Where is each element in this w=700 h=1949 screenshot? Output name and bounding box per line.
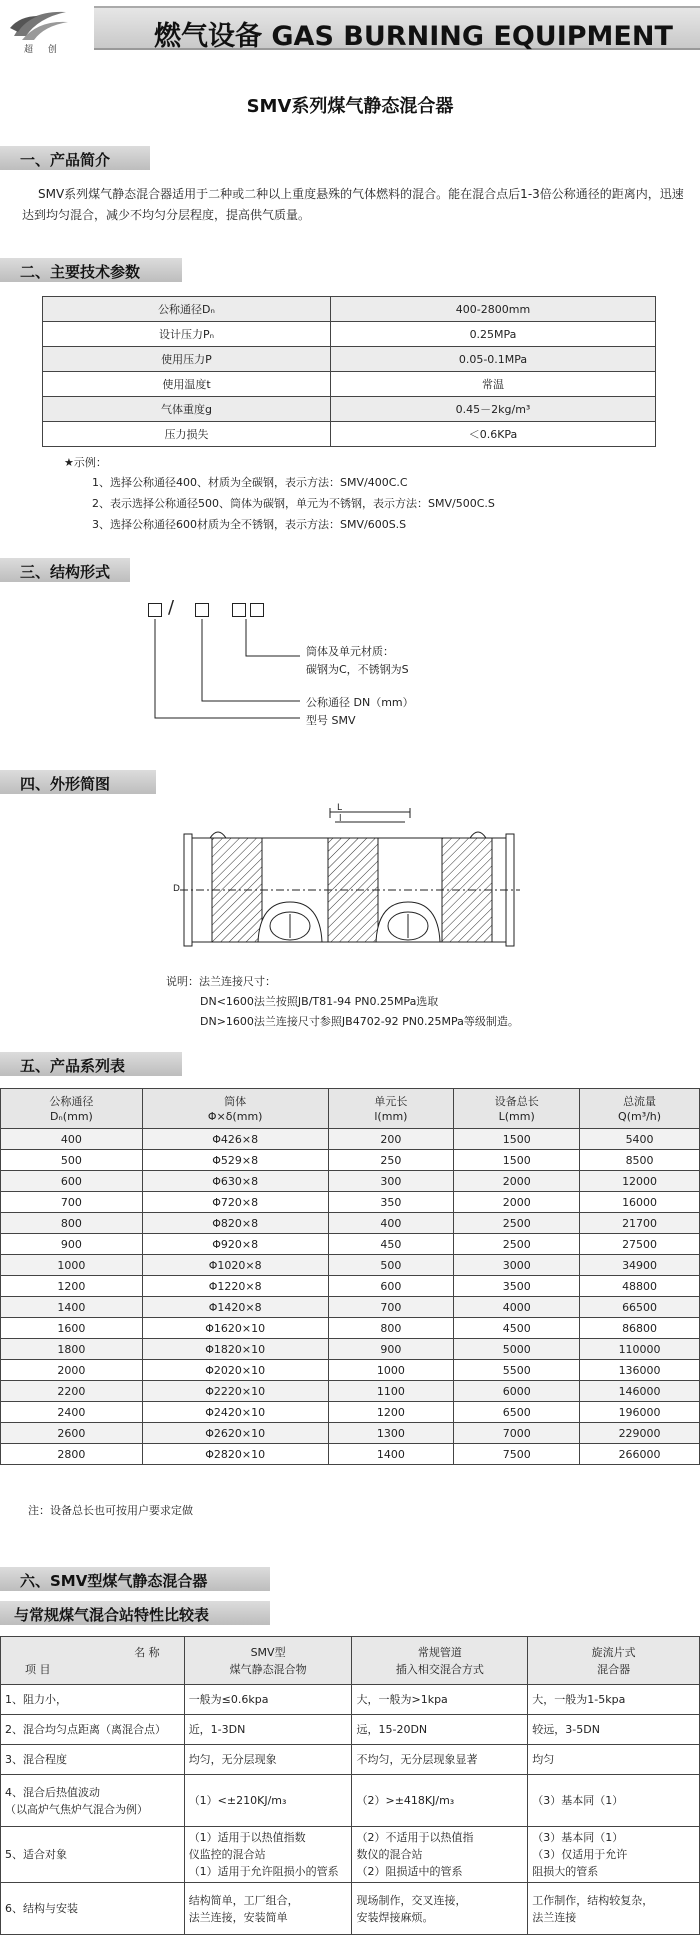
param-name: 使用温度t — [43, 372, 331, 397]
compare-row — [1, 1775, 700, 1827]
series-cell: 48800 — [580, 1276, 700, 1297]
model-label: 型号 SMV — [306, 714, 356, 727]
example-3: 3、选择公称通径600材质为全不锈钢，表示方法：SMV/600S.S — [92, 518, 407, 531]
series-cell: 146000 — [580, 1381, 700, 1402]
series-cell: 2500 — [454, 1213, 580, 1234]
section-compare-heading: 六、SMV型煤气静态混合器 — [0, 1567, 270, 1591]
series-cell: Φ720×8 — [142, 1192, 328, 1213]
series-row — [1, 1255, 700, 1276]
series-cell: 1800 — [1, 1339, 143, 1360]
compare-cell: 远，15-20DN — [352, 1715, 528, 1745]
compare-col-header: 旋流片式 混合器 — [528, 1637, 700, 1685]
section-series-heading: 五、产品系列表 — [0, 1052, 182, 1076]
series-header-line2: l(mm) — [374, 1109, 408, 1123]
series-cell: 350 — [328, 1192, 454, 1213]
compare-corner-cell — [1, 1637, 185, 1685]
series-cell: 2500 — [454, 1234, 580, 1255]
series-cell: 136000 — [580, 1360, 700, 1381]
compare-row — [1, 1883, 700, 1935]
compare-col-header: 常规管道 插入相交混合方式 — [352, 1637, 528, 1685]
compare-corner-top: 名 称 — [134, 1645, 160, 1659]
compare-cell: 1、阻力小， — [1, 1685, 185, 1715]
params-row — [43, 297, 656, 322]
compare-row — [1, 1715, 700, 1745]
series-cell: Φ1620×10 — [142, 1318, 328, 1339]
logo-mark-icon — [8, 6, 72, 46]
series-cell: 110000 — [580, 1339, 700, 1360]
logo-text: 超 创 — [24, 45, 63, 55]
compare-cell: 一般为≤0.6kpa — [184, 1685, 352, 1715]
series-row — [1, 1444, 700, 1465]
series-row — [1, 1129, 700, 1150]
compare-row — [1, 1685, 700, 1715]
compare-row — [1, 1827, 700, 1883]
series-row — [1, 1339, 700, 1360]
params-row — [43, 397, 656, 422]
params-table — [42, 296, 656, 447]
material-desc: 碳钢为C，不锈钢为S — [306, 663, 409, 676]
compare-cell: 均匀 — [528, 1745, 700, 1775]
compare-cell: （1）<±210KJ/m₃ — [184, 1775, 352, 1827]
compare-corner-bottom: 项 目 — [25, 1662, 51, 1676]
example-1: 1、选择公称通径400、材质为全碳钢，表示方法：SMV/400C.C — [92, 476, 408, 489]
series-cell: 1000 — [328, 1360, 454, 1381]
section-compare-subheading: 与常规煤气混合站特性比较表 — [0, 1601, 270, 1625]
compare-cell: 现场制作，交叉连接， 安装焊接麻烦。 — [352, 1883, 528, 1935]
series-row — [1, 1402, 700, 1423]
page-title: SMV系列煤气静态混合器 — [246, 96, 454, 117]
intro-paragraph: SMV系列煤气静态混合器适用于二种或二种以上重度悬殊的气体燃料的混合。能在混合点后1-3倍公称通径的距离内，迅速达到均匀混合，减少不均匀分层程度，提高供气质量。 — [22, 187, 684, 222]
series-cell: 4500 — [454, 1318, 580, 1339]
series-cell: 1400 — [1, 1297, 143, 1318]
param-value: 常温 — [331, 372, 656, 397]
param-value: ＜0.6KPa — [331, 422, 656, 447]
compare-cell: 近，1-3DN — [184, 1715, 352, 1745]
compare-cell: 较远，3-5DN — [528, 1715, 700, 1745]
series-cell: 300 — [328, 1171, 454, 1192]
series-cell: 450 — [328, 1234, 454, 1255]
series-cell: 86800 — [580, 1318, 700, 1339]
series-cell: 1400 — [328, 1444, 454, 1465]
compare-cell: （3）基本同（1） （3）仅适用于允许 阻损大的管系 — [528, 1827, 700, 1883]
series-header-line1: 设备总长 — [494, 1094, 539, 1108]
dn-label: 公称通径 DN（mm） — [306, 696, 414, 709]
series-cell: 5000 — [454, 1339, 580, 1360]
series-cell: 2600 — [1, 1423, 143, 1444]
param-value: 0.45－2kg/m³ — [331, 397, 656, 422]
series-cell: Φ426×8 — [142, 1129, 328, 1150]
series-cell: 5500 — [454, 1360, 580, 1381]
series-header-line2: Dₙ(mm) — [49, 1109, 93, 1123]
compare-cell: （2）>±418KJ/m₃ — [352, 1775, 528, 1827]
series-cell: Φ1420×8 — [142, 1297, 328, 1318]
series-cell: Φ1820×10 — [142, 1339, 328, 1360]
outline-drawing — [180, 804, 530, 954]
series-cell: 1600 — [1, 1318, 143, 1339]
series-row — [1, 1234, 700, 1255]
compare-cell: 5、适合对象 — [1, 1827, 185, 1883]
series-cell: Φ2820×10 — [142, 1444, 328, 1465]
material-label: 筒体及单元材质： — [306, 645, 394, 658]
series-row — [1, 1171, 700, 1192]
series-cell: 229000 — [580, 1423, 700, 1444]
compare-row — [1, 1745, 700, 1775]
series-cell: Φ920×8 — [142, 1234, 328, 1255]
param-name: 压力损失 — [43, 422, 331, 447]
series-row — [1, 1276, 700, 1297]
compare-cell: 大，一般为>1kpa — [352, 1685, 528, 1715]
series-cell: 250 — [328, 1150, 454, 1171]
series-table — [0, 1088, 700, 1465]
series-cell: 4000 — [454, 1297, 580, 1318]
series-cell: 1100 — [328, 1381, 454, 1402]
series-cell: 500 — [1, 1150, 143, 1171]
series-header-line1: 公称通径 — [49, 1094, 94, 1108]
dim-l-label: l — [339, 814, 342, 824]
series-cell: Φ630×8 — [142, 1171, 328, 1192]
series-cell: 12000 — [580, 1171, 700, 1192]
series-header-line2: Q(m³/h) — [618, 1109, 662, 1123]
series-header-cell — [454, 1089, 580, 1129]
series-cell: Φ2020×10 — [142, 1360, 328, 1381]
series-cell: 3500 — [454, 1276, 580, 1297]
series-cell: 900 — [1, 1234, 143, 1255]
param-value: 0.05-0.1MPa — [331, 347, 656, 372]
series-cell: 3000 — [454, 1255, 580, 1276]
series-cell: 2000 — [454, 1171, 580, 1192]
body-material-box — [232, 603, 246, 617]
series-cell: 200 — [328, 1129, 454, 1150]
section-intro-heading: 一、产品简介 — [0, 146, 150, 170]
series-cell: Φ529×8 — [142, 1150, 328, 1171]
series-note: 注：设备总长也可按用户要求定做 — [28, 1504, 193, 1517]
series-cell: 6000 — [454, 1381, 580, 1402]
series-cell: Φ1020×8 — [142, 1255, 328, 1276]
series-cell: 1300 — [328, 1423, 454, 1444]
series-cell: Φ820×8 — [142, 1213, 328, 1234]
series-header-cell — [328, 1089, 454, 1129]
drawing-note-1: DN<1600法兰按照JB/T81-94 PN0.25MPa选取 — [200, 995, 439, 1008]
params-row — [43, 347, 656, 372]
compare-table — [0, 1636, 700, 1935]
param-name: 使用压力P — [43, 347, 331, 372]
compare-cell: 4、混合后热值波动 （以高炉气焦炉气混合为例） — [1, 1775, 185, 1827]
param-name: 气体重度g — [43, 397, 331, 422]
series-cell: Φ2420×10 — [142, 1402, 328, 1423]
series-cell: 2000 — [1, 1360, 143, 1381]
series-cell: Φ2620×10 — [142, 1423, 328, 1444]
series-cell: 1200 — [328, 1402, 454, 1423]
series-cell: 66500 — [580, 1297, 700, 1318]
series-row — [1, 1381, 700, 1402]
series-header-line1: 单元长 — [374, 1094, 408, 1108]
series-cell: 27500 — [580, 1234, 700, 1255]
compare-cell: （3）基本同（1） — [528, 1775, 700, 1827]
series-row — [1, 1297, 700, 1318]
compare-header-row — [1, 1637, 700, 1685]
series-header-line2: Φ×δ(mm) — [207, 1109, 263, 1123]
compare-cell: 6、结构与安装 — [1, 1883, 185, 1935]
compare-cell: （1）适用于以热值指数 仪监控的混合站 （1）适用于允许阻损小的管系 — [184, 1827, 352, 1883]
series-cell: 1000 — [1, 1255, 143, 1276]
series-cell: 800 — [1, 1213, 143, 1234]
compare-cell: 2、混合均匀点距离（离混合点） — [1, 1715, 185, 1745]
series-cell: 600 — [1, 1171, 143, 1192]
series-cell: 2800 — [1, 1444, 143, 1465]
compare-cell: 均匀，无分层现象 — [184, 1745, 352, 1775]
series-cell: 2000 — [454, 1192, 580, 1213]
param-name: 设计压力Pₙ — [43, 322, 331, 347]
series-cell: 266000 — [580, 1444, 700, 1465]
series-header-line1: 总流量 — [623, 1094, 657, 1108]
section-structure-heading: 三、结构形式 — [0, 558, 130, 582]
series-header-line2: L(mm) — [498, 1109, 535, 1123]
series-header-row — [1, 1089, 700, 1129]
series-cell: 6500 — [454, 1402, 580, 1423]
section-drawing-heading: 四、外形简图 — [0, 770, 156, 794]
series-cell: 5400 — [580, 1129, 700, 1150]
series-header-cell — [1, 1089, 143, 1129]
series-cell: 1200 — [1, 1276, 143, 1297]
series-cell: 1500 — [454, 1129, 580, 1150]
series-row — [1, 1360, 700, 1381]
series-cell: 700 — [1, 1192, 143, 1213]
compare-cell: 工作制作，结构较复杂， 法兰连接 — [528, 1883, 700, 1935]
header-bar — [94, 6, 700, 50]
series-cell: 34900 — [580, 1255, 700, 1276]
model-box — [148, 603, 162, 617]
series-cell: 400 — [328, 1213, 454, 1234]
series-row — [1, 1423, 700, 1444]
section-params-heading: 二、主要技术参数 — [0, 258, 182, 282]
compare-cell: 不均匀，无分层现象显著 — [352, 1745, 528, 1775]
series-cell: 2200 — [1, 1381, 143, 1402]
compare-cell: 大，一般为1-5kpa — [528, 1685, 700, 1715]
series-cell: 16000 — [580, 1192, 700, 1213]
series-cell: Φ1220×8 — [142, 1276, 328, 1297]
series-cell: Φ2220×10 — [142, 1381, 328, 1402]
series-row — [1, 1192, 700, 1213]
params-row — [43, 322, 656, 347]
logo — [8, 6, 72, 58]
header-title: 燃气设备 GAS BURNING EQUIPMENT — [154, 21, 673, 52]
series-cell: 2400 — [1, 1402, 143, 1423]
series-cell: 500 — [328, 1255, 454, 1276]
compare-cell: （2）不适用于以热值指 数仪的混合站 （2）阻损适中的管系 — [352, 1827, 528, 1883]
series-header-cell — [580, 1089, 700, 1129]
series-row — [1, 1213, 700, 1234]
dim-L-label: L — [337, 803, 343, 813]
compare-cell: 3、混合程度 — [1, 1745, 185, 1775]
dn-box — [195, 603, 209, 617]
series-cell: 21700 — [580, 1213, 700, 1234]
drawing-note-2: DN>1600法兰连接尺寸参照JB4702-92 PN0.25MPa等级制造。 — [200, 1015, 519, 1028]
examples-title: ★示例： — [64, 456, 107, 469]
compare-cell: 结构简单，工厂组合， 法兰连接，安装简单 — [184, 1883, 352, 1935]
series-cell: 600 — [328, 1276, 454, 1297]
param-value: 0.25MPa — [331, 322, 656, 347]
series-cell: 800 — [328, 1318, 454, 1339]
series-row — [1, 1318, 700, 1339]
series-row — [1, 1150, 700, 1171]
series-header-cell — [142, 1089, 328, 1129]
structure-leader-lines — [140, 617, 320, 727]
unit-material-box — [250, 603, 264, 617]
compare-col-header: SMV型 煤气静态混合物 — [184, 1637, 352, 1685]
dim-D-label: D — [173, 884, 180, 894]
slash-symbol: / — [168, 597, 175, 618]
series-cell: 400 — [1, 1129, 143, 1150]
series-cell: 196000 — [580, 1402, 700, 1423]
series-cell: 700 — [328, 1297, 454, 1318]
example-2: 2、表示选择公称通径500、筒体为碳钢，单元为不锈钢，表示方法：SMV/500C.S — [92, 497, 495, 510]
param-name: 公称通径Dₙ — [43, 297, 331, 322]
series-cell: 900 — [328, 1339, 454, 1360]
param-value: 400-2800mm — [331, 297, 656, 322]
series-cell: 1500 — [454, 1150, 580, 1171]
series-cell: 7500 — [454, 1444, 580, 1465]
params-row — [43, 422, 656, 447]
series-cell: 8500 — [580, 1150, 700, 1171]
series-header-line1: 筒体 — [224, 1094, 247, 1108]
drawing-note-title: 说明：法兰连接尺寸： — [166, 975, 276, 988]
params-row — [43, 372, 656, 397]
series-cell: 7000 — [454, 1423, 580, 1444]
